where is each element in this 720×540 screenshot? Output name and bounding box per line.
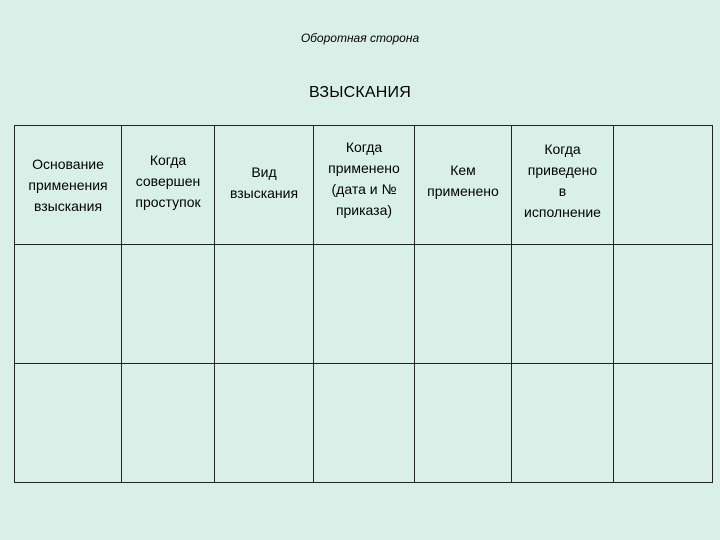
table-cell[interactable]: [614, 364, 713, 483]
table-cell[interactable]: [614, 245, 713, 364]
header-cell-executed-date: [512, 126, 614, 245]
header-cell-penalty-type: [215, 126, 314, 245]
page-title-text: ВЗЫСКАНИЯ: [309, 84, 411, 101]
table-cell[interactable]: [314, 245, 415, 364]
table-cell[interactable]: [415, 245, 512, 364]
header-label: Кем применено: [427, 162, 499, 199]
table-cell[interactable]: [122, 245, 215, 364]
table-cell[interactable]: [122, 364, 215, 483]
header-cell-offense-date: [122, 126, 215, 245]
page-subtitle-text: Оборотная сторона: [300, 31, 420, 45]
page-subtitle: [0, 31, 720, 45]
table-row: [15, 245, 713, 364]
table-cell[interactable]: [415, 364, 512, 483]
header-label: Вид взыскания: [229, 164, 299, 201]
table-cell[interactable]: [512, 364, 614, 483]
header-cell-applied-by: [415, 126, 512, 245]
table-cell[interactable]: [512, 245, 614, 364]
header-label: Когда применено (дата и № приказа): [328, 139, 400, 218]
header-cell-extra: [614, 126, 713, 245]
header-label: Когда совершен проступок: [135, 151, 201, 210]
header-cell-applied-date: [314, 126, 415, 245]
page-title: [0, 84, 720, 102]
table-cell[interactable]: [215, 245, 314, 364]
table-cell[interactable]: [215, 364, 314, 483]
header-cell-basis: [15, 126, 122, 245]
header-label: Когда приведено в исполнение: [524, 141, 601, 220]
table-header-row: [15, 126, 713, 245]
table-cell[interactable]: [314, 364, 415, 483]
table-row: [15, 364, 713, 483]
table-cell[interactable]: [15, 364, 122, 483]
penalties-table: [14, 125, 713, 483]
table-cell[interactable]: [15, 245, 122, 364]
header-label: Основание применения взыскания: [28, 155, 108, 214]
